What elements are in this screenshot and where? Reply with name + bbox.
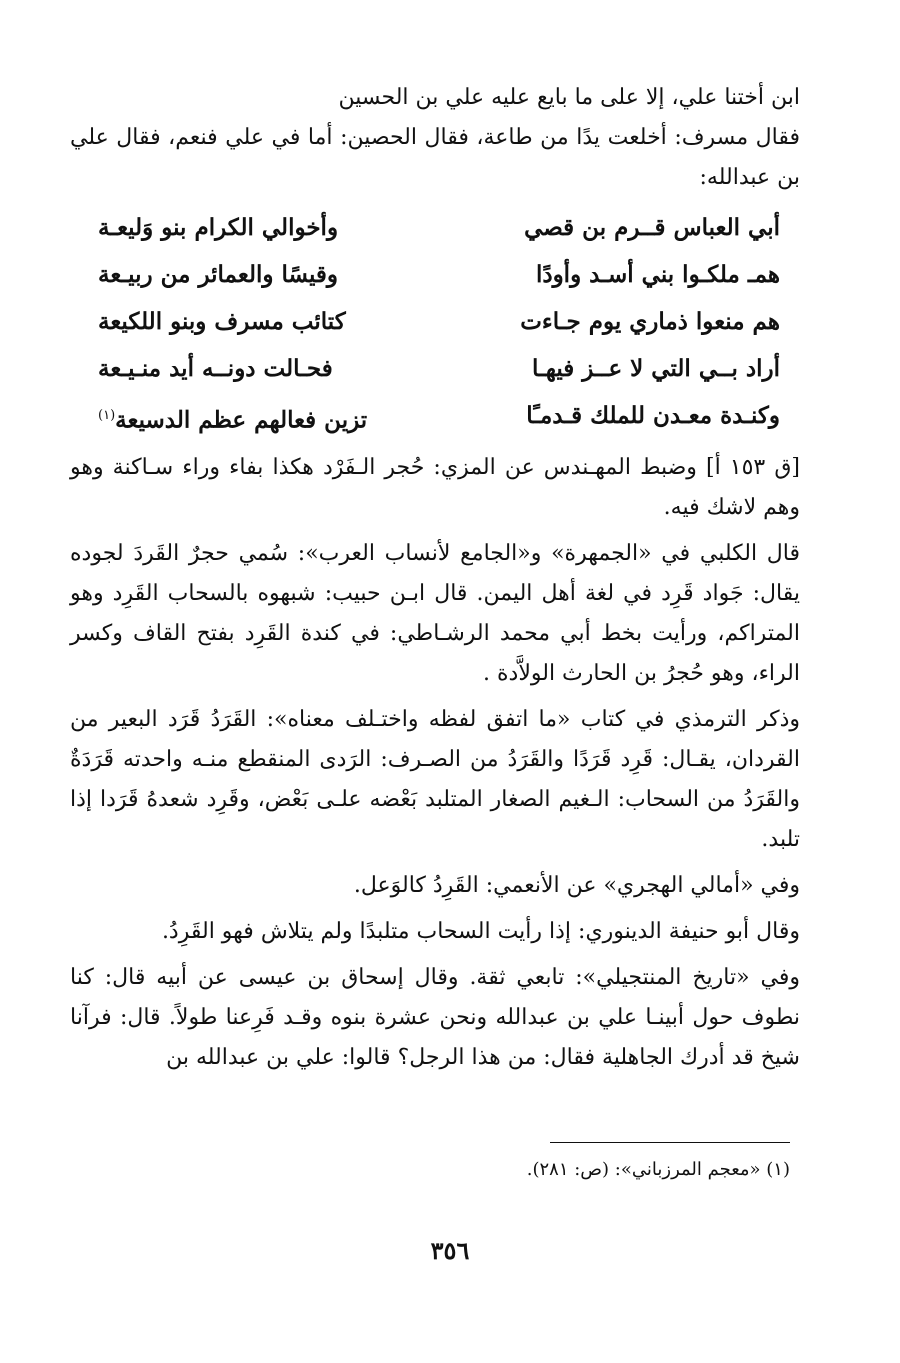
verse-second-hemistich bbox=[70, 392, 420, 444]
intro-line-1: ابن أختنا علي، إلا على ما بايع عليه علي بن الحسين bbox=[338, 85, 800, 110]
poem-verse bbox=[70, 392, 800, 444]
verse-second-hemistich: وقيسًا والعمائر من ربيـعة bbox=[98, 261, 339, 288]
verse-first-hemistich: وكنـدة معـدن للملك قـدمـًا bbox=[526, 402, 780, 429]
paragraph-dinawari: وقال أبو حنيفة الدينوري: إذا رأيت السحاب متلبدًا ولم يتلاش فهو القَرِدُ. bbox=[161, 918, 800, 944]
poem-verse bbox=[70, 204, 800, 251]
footnote-marker: (١) bbox=[98, 408, 116, 423]
verse-second-hemistich: كتائب مسرف وبنو اللكيعة bbox=[98, 308, 346, 335]
paragraph-muntajili: وفي «تاريخ المنتجيلي»: تابعي ثقة. وقال إسحاق بن عيسى عن أبيه قال: كنا نطوف حول أبينـا علي بن عبدالله ونحن عشرة بنوه وقـد فَرِعنا طولاً. قال: فرآنا شيخ قد أدرك الجاهلية فقال: من هذا الرجل؟ قالوا: علي بن عبدالله بن bbox=[70, 964, 800, 1070]
intro-line-2: فقال مسرف: أخلعت يدًا من طاعة، فقال الحصين: أما في علي فنعم، فقال علي بن عبدالله: bbox=[70, 125, 800, 190]
poem-verse bbox=[70, 251, 800, 298]
poem-verse bbox=[70, 298, 800, 345]
paragraph-kalbi: قال الكلبي في «الجمهرة» و«الجامع لأنساب العرب»: سُمي حجرٌ القَردَ لجوده يقال: جَواد قَرِد في لغة أهل اليمن. قال ابـن حبيب: شبهوه بالسحاب القَرِد وهو المتراكم، ورأيت بخط أبي محمد الرشـاطي: في كندة القَرِد بفتح القاف وكسر الراء، وهو حُجرُ بن الحارث الولاَّدة . bbox=[70, 540, 800, 686]
poem bbox=[70, 204, 800, 444]
verse-first-hemistich: همـ ملكـوا بني أسـد وأودًا bbox=[535, 261, 780, 288]
paragraph-hajari: وفي «أمالي الهجري» عن الأنعمي: القَرِدُ كالوَعل. bbox=[353, 872, 800, 898]
verse-first-hemistich: أراد بــي التي لا عــز فيهـا bbox=[531, 355, 780, 382]
paragraph-tirmidhi: وذكر الترمذي في كتاب «ما اتفق لفظه واختـلف معناه»: القَرَدُ قَرَد البعير من القردان، يقـال: قَرِد قَرَدًا والقَرَدُ من الصـرف: الرَدى المنقطع منـه واحدته قَرَدَةٌ والقَرَدُ من السحاب: الـغيم الصغار المتلبد بَعْضه علـى بَعْض، وقَرِد شعدهُ قَرَدا إذا تلبد. bbox=[70, 706, 800, 852]
verse-text: تزين فعالهم عظم الدسيعة bbox=[115, 406, 368, 434]
verse-second-hemistich: وأخوالي الكرام بنو وَليعـة bbox=[98, 214, 339, 241]
footnote: (١) «معجم المرزباني»: (ص: ٢٨١). bbox=[526, 1159, 790, 1180]
footnote-divider bbox=[550, 1142, 790, 1143]
page-number: ٣٥٦ bbox=[430, 1236, 470, 1265]
poem-verse bbox=[70, 345, 800, 392]
paragraph-muzzi: [ق ١٥٣ أ] وضبط المهـندس عن المزي: حُجر الـفَرْد هكذا بفاء وراء سـاكنة وهو وهم لاشك فيه. bbox=[70, 454, 800, 520]
verse-first-hemistich: أبي العباس قــرم بن قصي bbox=[524, 214, 780, 241]
verse-second-hemistich: فحـالت دونــه أيد منـيـعة bbox=[98, 355, 333, 382]
verse-first-hemistich: هم منعوا ذماري يوم جـاءت bbox=[520, 308, 780, 335]
